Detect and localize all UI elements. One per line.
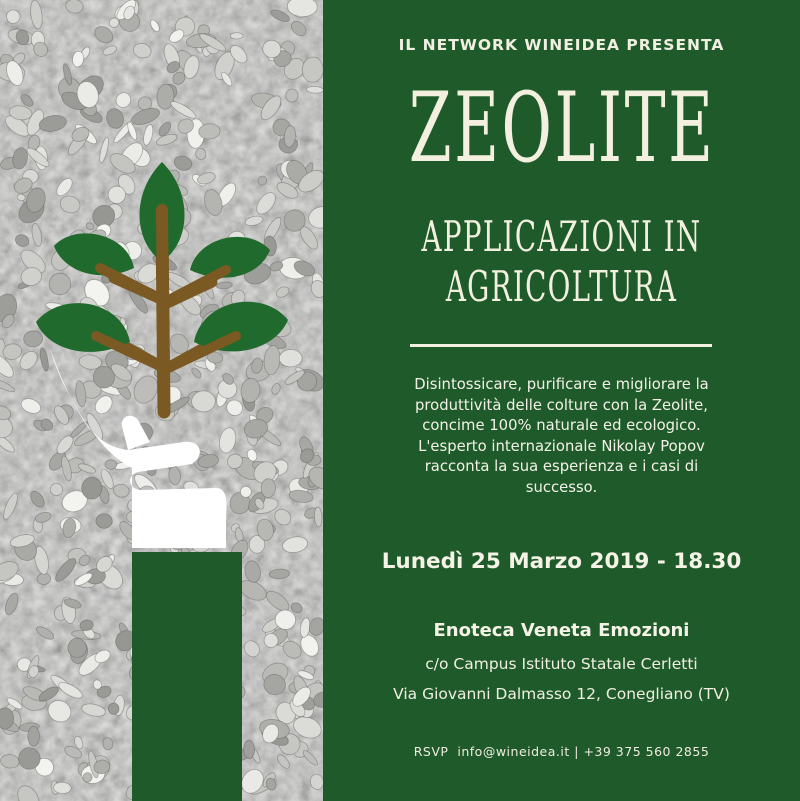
presenter-line: IL NETWORK WINEIDEA PRESENTA — [398, 36, 725, 54]
rsvp-separator: | — [574, 744, 579, 759]
description-line: racconta la sua esperienza e i casi di — [424, 458, 699, 475]
hand-holding-plant-icon — [30, 150, 323, 801]
rsvp-contact — [323, 744, 800, 759]
gravel-photo — [0, 0, 323, 801]
address-line-2: Via Giovanni Dalmasso 12, Conegliano (TV) — [393, 685, 730, 703]
rsvp-phone[interactable]: +39 375 560 2855 — [583, 744, 710, 759]
subtitle — [404, 212, 719, 312]
event-date: Lunedì 25 Marzo 2019 - 18.30 — [381, 549, 742, 574]
divider — [410, 344, 712, 347]
text-panel — [323, 0, 800, 801]
address-line-1: c/o Campus Istituto Statale Cerletti — [425, 655, 698, 673]
description — [360, 375, 763, 498]
description-line: concime 100% naturale ed ecologico. — [422, 417, 701, 434]
description-line: produttività delle colture con la Zeolite, — [415, 396, 708, 414]
description-line: L'esperto internazionale Nikolay Popov — [418, 437, 705, 455]
subtitle-line-2: AGRICOLTURA — [445, 262, 678, 311]
description-line: successo. — [525, 478, 598, 496]
pebble — [230, 33, 243, 39]
rsvp-email[interactable]: info@wineidea.it — [457, 744, 570, 759]
subtitle-line-1: APPLICAZIONI IN — [421, 212, 702, 261]
description-line: Disintossicare, purificare e migliorare la — [414, 376, 709, 393]
event-venue: Enoteca Veneta Emozioni — [433, 620, 690, 641]
rsvp-label: RSVP — [413, 744, 449, 759]
page-title: ZEOLITE — [408, 72, 716, 184]
